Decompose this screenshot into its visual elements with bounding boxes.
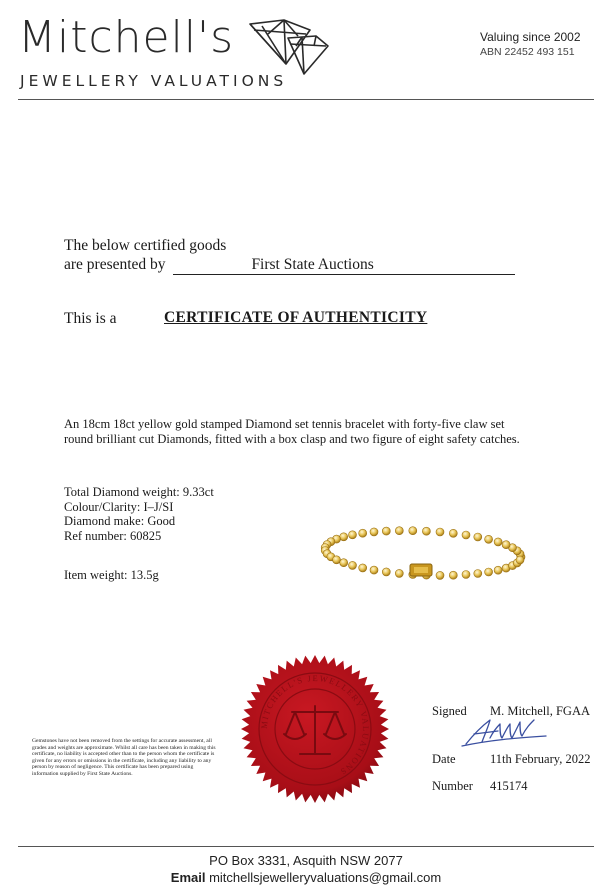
bracelet-stone xyxy=(494,566,502,574)
certificate-title: CERTIFICATE OF AUTHENTICITY xyxy=(164,309,428,326)
bracelet-stone xyxy=(359,529,367,537)
bracelet-stone xyxy=(516,556,524,564)
email-label: Email xyxy=(170,870,206,885)
bracelet-stone xyxy=(340,533,348,541)
bracelet-stone xyxy=(485,535,493,543)
date-value: 11th February, 2022 xyxy=(490,752,591,766)
bracelet-stone xyxy=(395,569,403,577)
footer-email-line xyxy=(0,870,612,885)
bracelet-stone xyxy=(349,531,357,539)
presented-line-1: The below certified goods xyxy=(64,237,227,254)
spec-ref-number: Ref number: 60825 xyxy=(64,528,162,543)
bracelet-stone xyxy=(485,568,493,576)
certificate-prefix: This is a xyxy=(64,310,117,327)
item-specs xyxy=(64,485,214,543)
bracelet-stone xyxy=(449,529,457,537)
header-divider xyxy=(18,99,594,100)
item-description: An 18cm 18ct yellow gold stamped Diamond set tennis bracelet with forty-five claw set round brilliant cut Diamonds, fitted with a box clasp and two figure of eight safety catches. xyxy=(64,417,520,446)
spec-total-diamond-weight: Total Diamond weight: 9.33ct xyxy=(64,485,214,499)
diamond-icon xyxy=(240,16,332,78)
bracelet-stone xyxy=(370,528,378,536)
bracelet-stone xyxy=(462,571,470,579)
bracelet-stone xyxy=(462,531,470,539)
bracelet-stone xyxy=(494,538,502,546)
spec-diamond-make: Diamond make: Good xyxy=(64,514,176,528)
bracelet-stone xyxy=(409,527,417,535)
bracelet-stone xyxy=(349,561,357,569)
bracelet-stone xyxy=(359,564,367,572)
presented-block xyxy=(64,236,515,275)
bracelet-stone xyxy=(436,571,444,579)
presenter-name: First State Auctions xyxy=(173,255,515,275)
handwritten-signature xyxy=(460,716,550,748)
item-weight: Item weight: 13.5g xyxy=(64,568,159,582)
number-value: 415174 xyxy=(490,779,528,793)
bracelet-stone xyxy=(449,571,457,579)
brand-name: Mitchell's xyxy=(18,12,235,63)
valuing-since: Valuing since 2002 xyxy=(480,30,581,44)
company-info xyxy=(480,30,590,58)
bracelet-stone xyxy=(502,541,510,549)
abn-number: ABN 22452 493 151 xyxy=(480,46,575,58)
wax-seal xyxy=(240,654,390,804)
presented-line-2 xyxy=(64,255,515,275)
bracelet-stone xyxy=(382,527,390,535)
signed-label: Signed xyxy=(432,704,467,718)
date-label: Date xyxy=(432,752,456,766)
bracelet-stone xyxy=(474,533,482,541)
email-address: mitchellsjewelleryvaluations@gmail.com xyxy=(209,870,442,885)
spec-colour-clarity: Colour/Clarity: I–J/SI xyxy=(64,499,174,514)
bracelet-stone xyxy=(333,556,341,564)
brand-subtitle: JEWELLERY VALUATIONS xyxy=(20,72,288,90)
bracelet-stone xyxy=(370,566,378,574)
bracelet-stone xyxy=(422,527,430,535)
number-label: Number xyxy=(432,779,473,793)
bracelet-stone xyxy=(395,527,403,535)
bracelet-image xyxy=(318,522,528,584)
signed-value: M. Mitchell, FGAA xyxy=(490,704,590,718)
bracelet-stone xyxy=(340,559,348,567)
disclaimer: Gemstones have not been removed from the settings for accurate assessment, all grades and weights are approximate. Whilst all care has been taken in making this certificate, no liability is accepted other than to the person whom the certificate is given for any errors or omissions in the certificate, including any liability to any person by reason of negligence. This certificate has been prepared using information supplied by First State Auctions. xyxy=(32,738,216,777)
presented-prefix: are presented by xyxy=(64,256,166,273)
bracelet-stone xyxy=(382,568,390,576)
brand-logo xyxy=(18,12,318,96)
bracelet-stone xyxy=(474,570,482,578)
bracelet-stone xyxy=(436,528,444,536)
footer-address: PO Box 3331, Asquith NSW 2077 xyxy=(209,853,403,868)
footer-divider xyxy=(18,846,594,847)
seal-ring-text: MITCHELL'S JEWELLERY VALUATIONS xyxy=(258,672,372,778)
